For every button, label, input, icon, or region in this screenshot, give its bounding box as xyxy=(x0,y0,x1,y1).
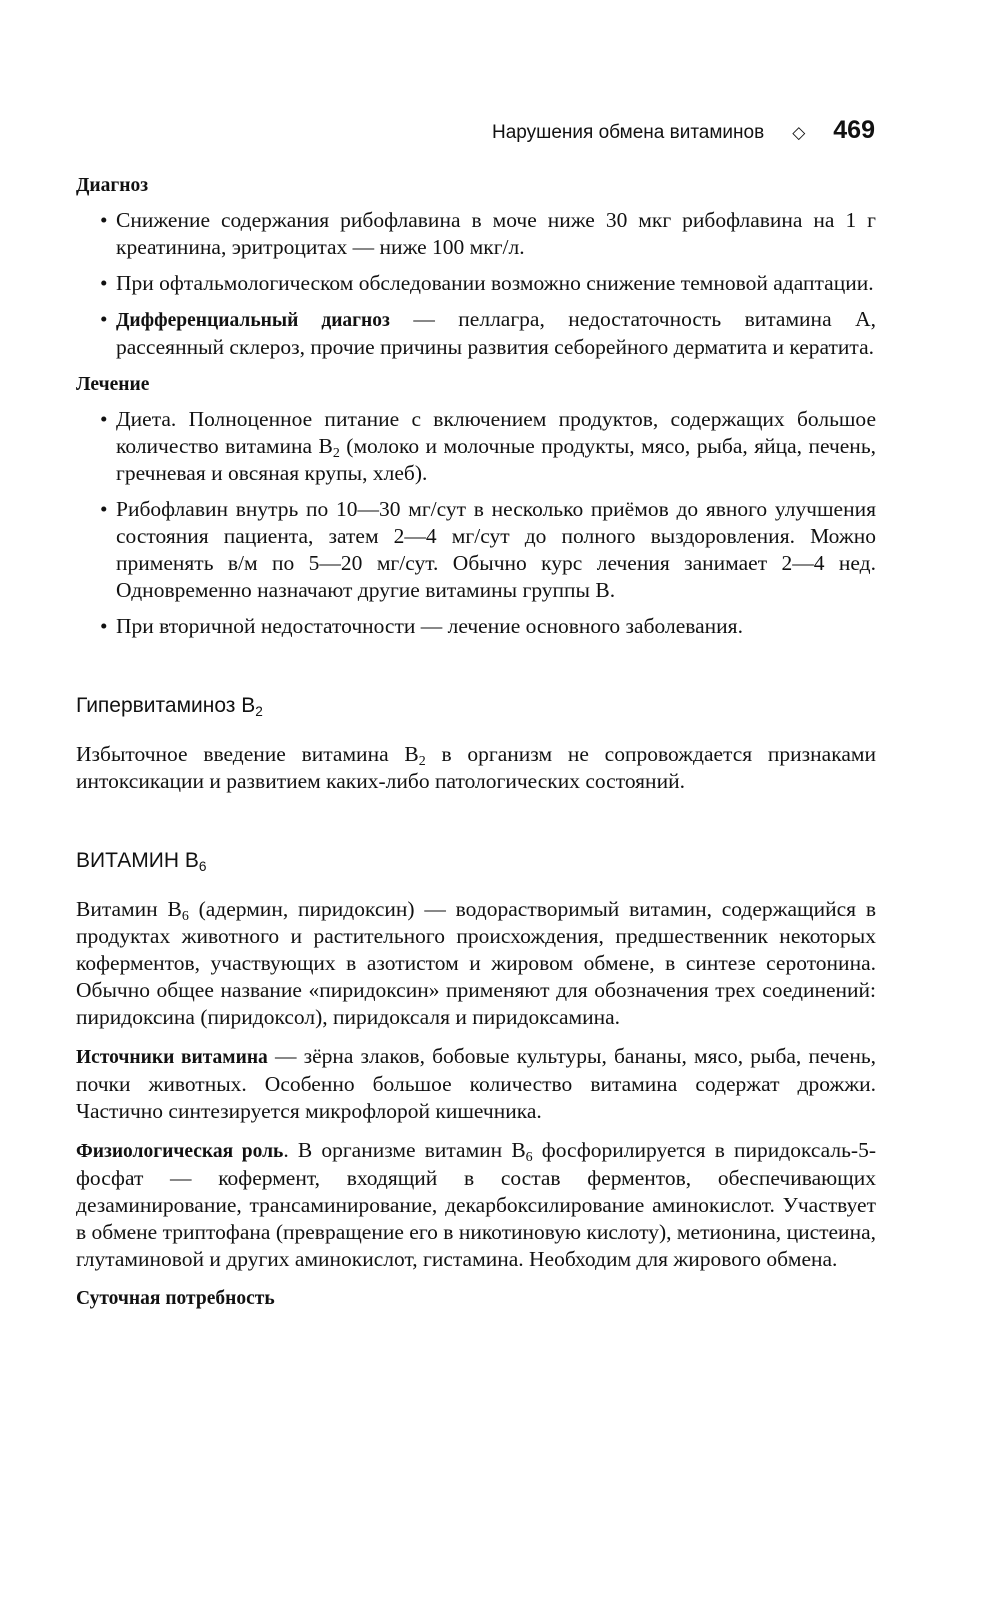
bullet-icon: • xyxy=(100,271,108,295)
list-item xyxy=(76,406,876,487)
daily-requirement-heading: Суточная потребность xyxy=(76,1288,275,1309)
treatment-list xyxy=(76,406,876,640)
diagnosis-list xyxy=(76,207,876,361)
list-item-text: Снижение содержания рибофлавина в моче ниже 30 мкг рибофлавина на 1 г креатинина, эритроцитах — ниже 100 мкг/л. xyxy=(116,208,876,259)
list-item xyxy=(76,306,876,361)
paragraph-text: Витамин В xyxy=(76,897,182,921)
list-item-text: Рибофлавин внутрь по 10—30 мг/сут в несколько приёмов до явного улучшения состояния пациента, затем 2—4 мг/сут до полного выздоровления. Можно применять в/м по 5—20 мг/сут. Обычно курс лечения занимает 2—4 нед. Одновременно назначают другие витамины группы В. xyxy=(116,497,876,602)
page-body xyxy=(76,172,876,1320)
paragraph-text: — зёрна злаков, бобовые культуры, бананы, мясо, рыба, печень, почки животных. Особенно большое количество витамина содержат дрожжи. Частично синтезируется микрофлорой кишечника. xyxy=(76,1044,877,1123)
list-item-text: Диета. Полноценное питание с включением продуктов, содержащих большое количество витамина В xyxy=(116,407,876,458)
physiological-role-paragraph xyxy=(76,1137,876,1273)
subscript: 6 xyxy=(525,1150,533,1165)
subscript: 6 xyxy=(198,859,207,874)
paragraph-text: . В организме витамин В xyxy=(283,1138,526,1162)
bullet-icon: • xyxy=(100,208,108,232)
diamond-separator-icon: ◇ xyxy=(792,123,806,142)
treatment-heading: Лечение xyxy=(76,374,150,395)
list-item-term: Дифференциальный диагноз xyxy=(116,310,390,331)
bullet-icon: • xyxy=(100,307,108,331)
section-title-text: Гипервитаминоз В xyxy=(76,694,256,717)
sources-term: Источники витамина xyxy=(76,1047,268,1068)
list-item-text: — пеллагра, недостаточность витамина А, рассеянный склероз, прочие причины развития себорейного дерматита и кератита. xyxy=(116,307,876,359)
vitamin-b6-intro xyxy=(76,896,876,1031)
list-item-text: (молоко и молочные продукты, мясо, рыба, яйца, печень, гречневая и овсяная крупы, хлеб). xyxy=(116,434,876,485)
list-item-text: При вторичной недостаточности — лечение основного заболевания. xyxy=(116,614,743,638)
hypervitaminosis-title xyxy=(76,692,876,719)
running-header-title: Нарушения обмена витаминов xyxy=(491,122,765,143)
bullet-icon: • xyxy=(100,407,108,431)
subscript: 6 xyxy=(181,909,189,924)
page-number: 469 xyxy=(833,116,875,144)
vitamin-b6-title xyxy=(76,847,876,874)
vitamin-sources-paragraph xyxy=(76,1043,876,1125)
paragraph-text: (адермин, пиридоксин) — водорастворимый витамин, содержащийся в продуктах животного и растительного происхождения, предшественник некоторых коферментов, участвующих в азотистом и жировом обмене, в синтезе серотонина. Обычно общее название «пиридоксин» применяют для обозначения трех соединений: пиридоксина (пиридоксол), пиридоксаля и пиридоксамина. xyxy=(76,897,876,1029)
list-item xyxy=(76,207,876,261)
section-title-text: ВИТАМИН В xyxy=(76,849,199,872)
running-header xyxy=(492,116,875,145)
list-item xyxy=(76,613,876,640)
subscript: 2 xyxy=(332,446,340,461)
role-term: Физиологическая роль xyxy=(76,1141,284,1162)
paragraph-text: фосфорилируется в пиридоксаль-5-фосфат — кофермент, входящий в состав ферментов, обеспечивающих дезаминирование, трансаминирование, декарбоксилирование аминокислот. Участвует в обмене триптофана (превращение его в никотиновую кислоту), метионина, цистеина, глутаминовой и других аминокислот, гистамина. Необходим для жирового обмена. xyxy=(76,1138,876,1271)
paragraph-text: в организм не сопровождается признаками интоксикации и развитием каких-либо патологических состояний. xyxy=(76,742,876,793)
subscript: 2 xyxy=(418,754,426,769)
bullet-icon: • xyxy=(100,614,108,638)
paragraph-text: Избыточное введение витамина В xyxy=(76,742,419,766)
list-item xyxy=(76,270,876,297)
diagnosis-heading: Диагноз xyxy=(76,175,149,196)
bullet-icon: • xyxy=(100,497,108,521)
list-item xyxy=(76,496,876,604)
hypervitaminosis-paragraph xyxy=(76,741,876,795)
list-item-text: При офтальмологическом обследовании возможно снижение темновой адаптации. xyxy=(116,271,874,295)
subscript: 2 xyxy=(255,704,263,719)
